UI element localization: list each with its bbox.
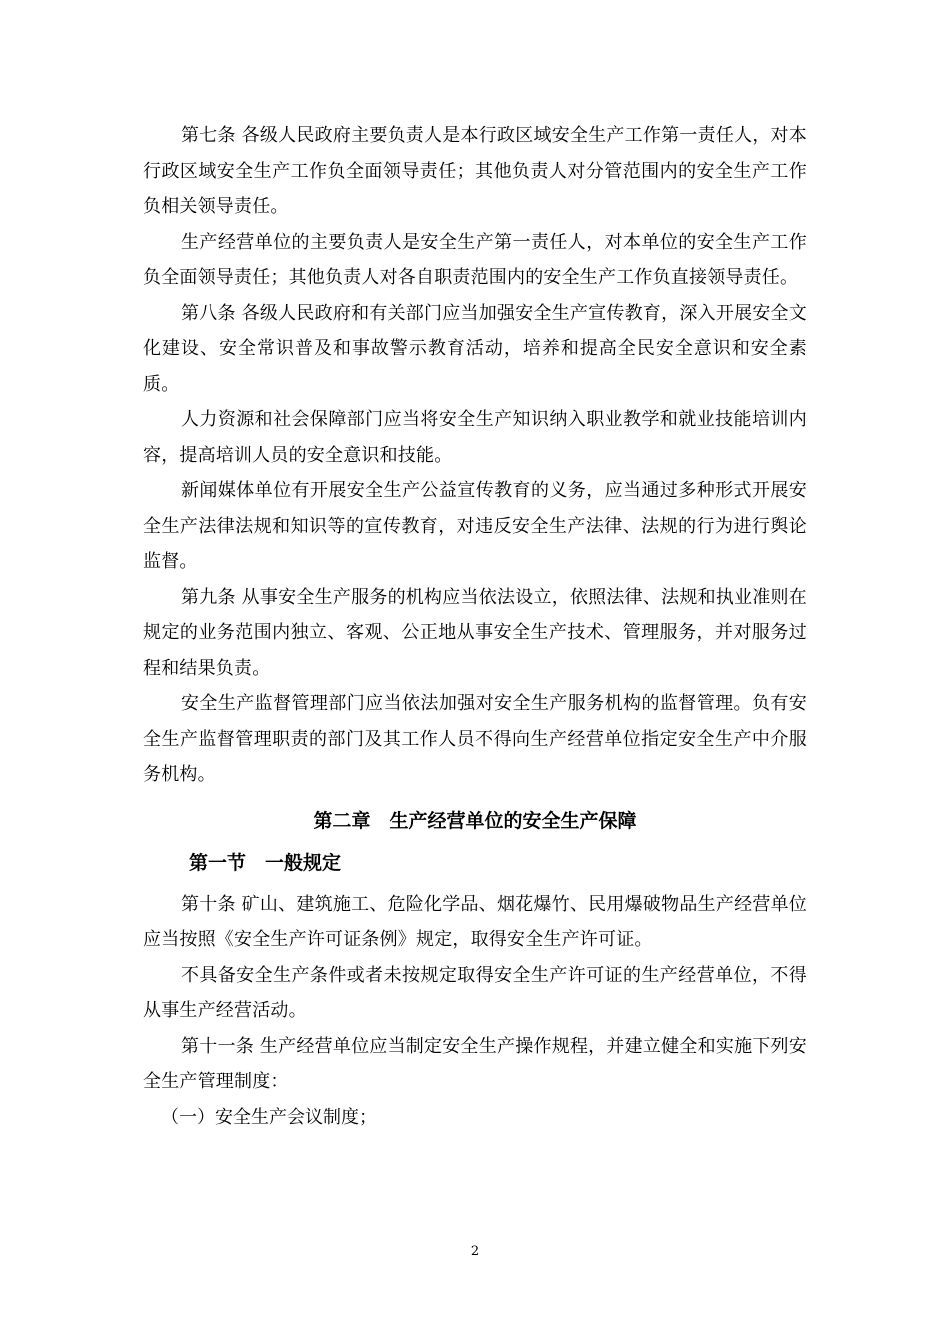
- paragraph-article-11: 第十一条 生产经营单位应当制定安全生产操作规程，并建立健全和实施下列安全生产管理制度：: [143, 1035, 807, 1092]
- paragraph-article-9: 第九条 从事安全生产服务的机构应当依法设立，依照法律、法规和执业准则在规定的业务范围内独立、客观、公正地从事安全生产技术、管理服务，并对服务过程和结果负责。: [143, 586, 807, 679]
- paragraph: 不具备安全生产条件或者未按规定取得安全生产许可证的生产经营单位，不得从事生产经营活动。: [143, 964, 807, 1021]
- paragraph-article-7: 第七条 各级人民政府主要负责人是本行政区域安全生产工作第一责任人，对本行政区域安全生产工作负全面领导责任；其他负责人对分管范围内的安全生产工作负相关领导责任。: [143, 125, 807, 217]
- paragraph-article-8: 第八条 各级人民政府和有关部门应当加强安全生产宣传教育，深入开展安全文化建设、安全常识普及和事故警示教育活动，培养和提高全民安全意识和安全素质。: [143, 302, 807, 395]
- paragraph: 人力资源和社会保障部门应当将安全生产知识纳入职业教学和就业技能培训内容，提高培训人员的安全意识和技能。: [143, 409, 807, 466]
- paragraph: 新闻媒体单位有开展安全生产公益宣传教育的义务，应当通过多种形式开展安全生产法律法规和知识等的宣传教育，对违反安全生产法律、法规的行为进行舆论监督。: [143, 480, 807, 572]
- paragraph-article-10: 第十条 矿山、建筑施工、危险化学品、烟花爆竹、民用爆破物品生产经营单位应当按照《安全生产许可证条例》规定，取得安全生产许可证。: [143, 893, 807, 950]
- document-body: [143, 118, 807, 1135]
- paragraph: 安全生产监督管理部门应当依法加强对安全生产服务机构的监督管理。负有安全生产监督管理职责的部门及其工作人员不得向生产经营单位指定安全生产中介服务机构。: [143, 693, 807, 785]
- list-item: （一）安全生产会议制度；: [161, 1106, 377, 1128]
- paragraph: 生产经营单位的主要负责人是安全生产第一责任人，对本单位的安全生产工作负全面领导责任；其他负责人对各自职责范围内的安全生产工作负直接领导责任。: [143, 231, 807, 288]
- chapter-heading: 第二章 生产经营单位的安全生产保障: [313, 809, 637, 832]
- section-heading: 第一节 一般规定: [189, 851, 342, 874]
- page-number: 2: [470, 1244, 480, 1259]
